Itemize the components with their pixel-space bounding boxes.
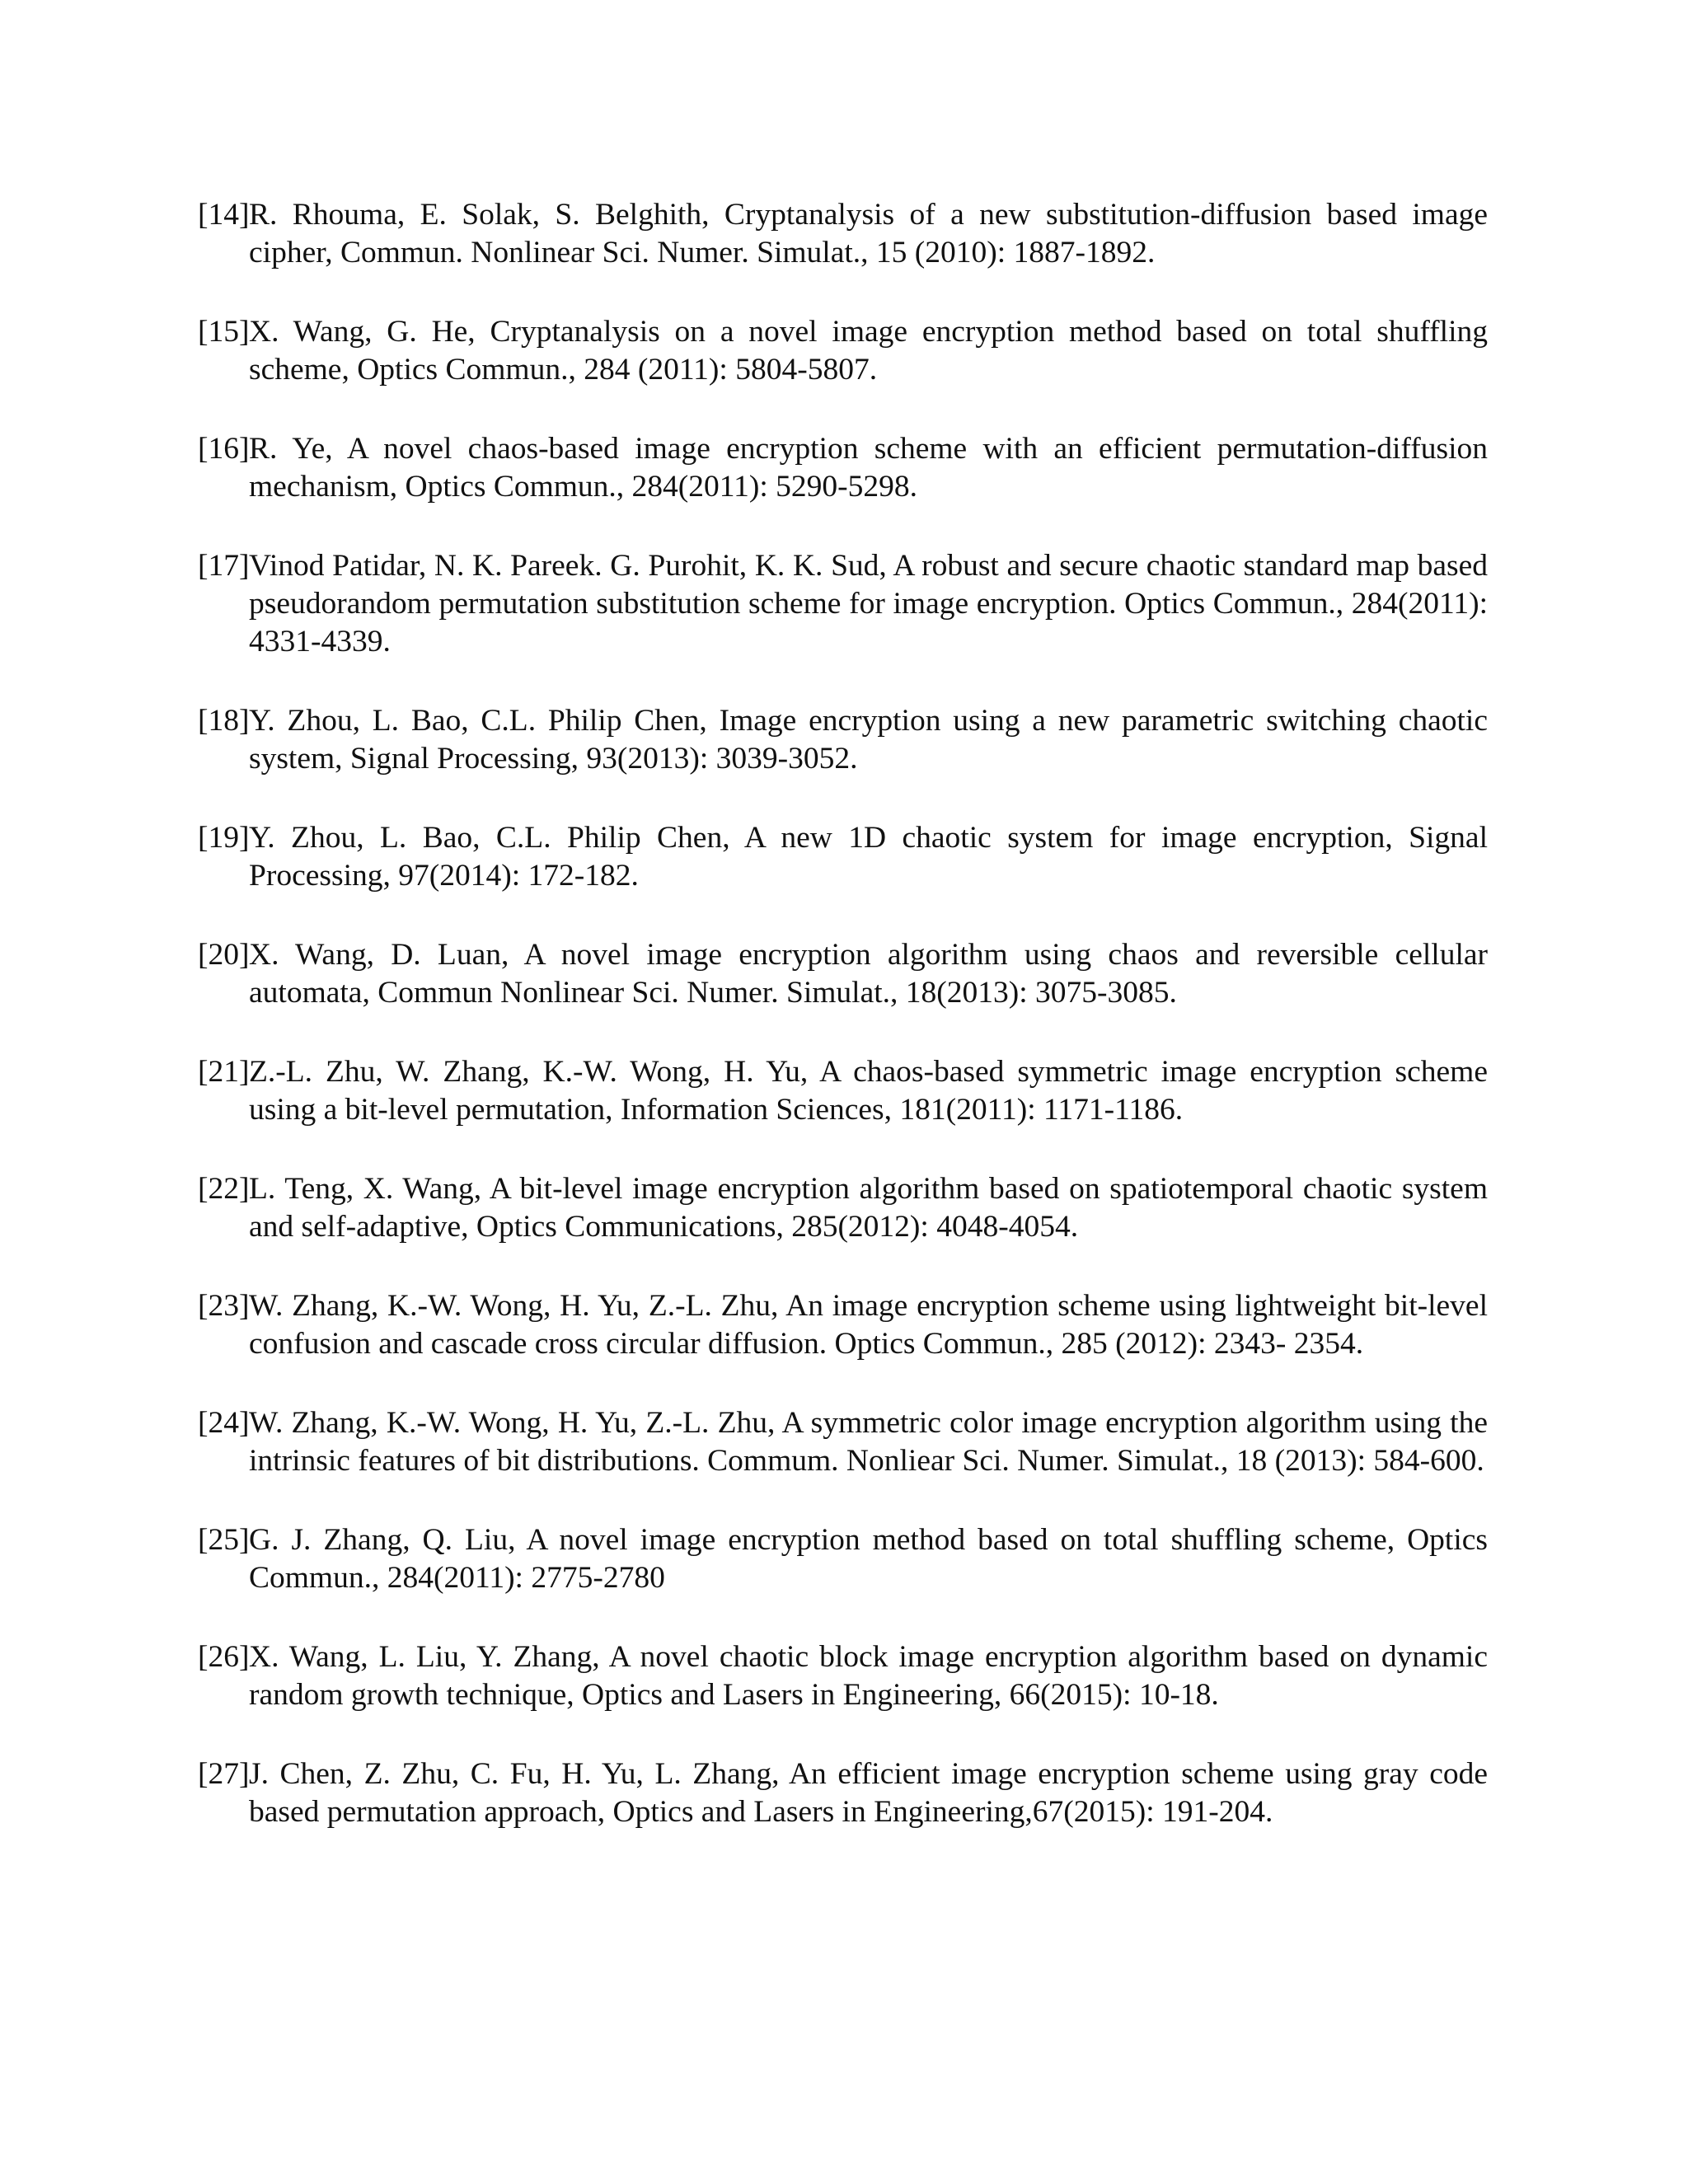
reference-item-22 xyxy=(198,1170,1488,1246)
reference-item-18 xyxy=(198,702,1488,778)
reference-number: [21] xyxy=(198,1055,250,1089)
reference-number: [20] xyxy=(198,938,250,972)
reference-number: [18] xyxy=(198,704,250,738)
reference-number: [25] xyxy=(198,1523,250,1557)
reference-text: Y. Zhou, L. Bao, C.L. Philip Chen, Image encryption using a new parametric switching chaotic system, Signal Processing, 93(2013): 3039-3052. xyxy=(249,704,1488,776)
reference-item-23 xyxy=(198,1287,1488,1363)
reference-text: X. Wang, D. Luan, A novel image encryption algorithm using chaos and reversible cellular automata, Commun Nonlinear Sci. Numer. Simulat., 18(2013): 3075-3085. xyxy=(249,938,1488,1010)
reference-item-21 xyxy=(198,1053,1488,1129)
reference-number: [19] xyxy=(198,821,250,855)
reference-item-15 xyxy=(198,313,1488,389)
reference-text: X. Wang, L. Liu, Y. Zhang, A novel chaotic block image encryption algorithm based on dynamic random growth technique, Optics and Lasers in Engineering, 66(2015): 10-18. xyxy=(249,1640,1488,1712)
reference-number: [23] xyxy=(198,1289,250,1323)
reference-item-17 xyxy=(198,547,1488,661)
reference-text: Z.-L. Zhu, W. Zhang, K.-W. Wong, H. Yu, A chaos-based symmetric image encryption scheme using a bit-level permutation, Information Sciences, 181(2011): 1171-1186. xyxy=(249,1055,1488,1127)
reference-item-25 xyxy=(198,1521,1488,1597)
reference-text: L. Teng, X. Wang, A bit-level image encryption algorithm based on spatiotemporal chaotic system and self-adaptive, Optics Communications, 285(2012): 4048-4054. xyxy=(249,1172,1488,1244)
reference-number: [24] xyxy=(198,1406,250,1440)
reference-number: [26] xyxy=(198,1640,250,1674)
reference-item-16 xyxy=(198,430,1488,506)
reference-item-20 xyxy=(198,936,1488,1012)
reference-text: R. Rhouma, E. Solak, S. Belghith, Cryptanalysis of a new substitution-diffusion based image cipher, Commun. Nonlinear Sci. Numer. Simulat., 15 (2010): 1887-1892. xyxy=(249,198,1488,269)
reference-item-26 xyxy=(198,1638,1488,1714)
reference-text: Vinod Patidar, N. K. Pareek. G. Purohit, K. K. Sud, A robust and secure chaotic standard map based pseudorandom permutation substitution scheme for image encryption. Optics Commun., 284(2011): 4331-4339. xyxy=(249,549,1488,658)
reference-item-14 xyxy=(198,196,1488,272)
reference-number: [15] xyxy=(198,315,250,349)
reference-text: R. Ye, A novel chaos-based image encryption scheme with an efficient permutation-diffusion mechanism, Optics Commun., 284(2011): 5290-5298. xyxy=(249,432,1488,504)
reference-number: [17] xyxy=(198,549,250,583)
reference-number: [16] xyxy=(198,432,250,466)
reference-number: [27] xyxy=(198,1757,250,1791)
reference-item-19 xyxy=(198,819,1488,895)
reference-text: X. Wang, G. He, Cryptanalysis on a novel image encryption method based on total shuffling scheme, Optics Commun., 284 (2011): 5804-5807. xyxy=(249,315,1488,387)
reference-item-27 xyxy=(198,1755,1488,1831)
reference-list xyxy=(198,196,1488,1872)
reference-text: J. Chen, Z. Zhu, C. Fu, H. Yu, L. Zhang, An efficient image encryption scheme using gray code based permutation approach, Optics and Lasers in Engineering,67(2015): 191-204. xyxy=(249,1757,1488,1829)
reference-text: W. Zhang, K.-W. Wong, H. Yu, Z.-L. Zhu, A symmetric color image encryption algorithm using the intrinsic features of bit distributions. Commum. Nonliear Sci. Numer. Simulat., 18 (2013): 584-600. xyxy=(249,1406,1488,1478)
reference-number: [14] xyxy=(198,198,250,232)
reference-item-24 xyxy=(198,1404,1488,1480)
reference-text: Y. Zhou, L. Bao, C.L. Philip Chen, A new 1D chaotic system for image encryption, Signal Processing, 97(2014): 172-182. xyxy=(249,821,1488,893)
reference-text: G. J. Zhang, Q. Liu, A novel image encryption method based on total shuffling scheme, Optics Commun., 284(2011): 2775-2780 xyxy=(249,1523,1488,1595)
reference-text: W. Zhang, K.-W. Wong, H. Yu, Z.-L. Zhu, An image encryption scheme using lightweight bit-level confusion and cascade cross circular diffusion. Optics Commun., 285 (2012): 2343- 2354. xyxy=(249,1289,1488,1361)
reference-number: [22] xyxy=(198,1172,250,1206)
